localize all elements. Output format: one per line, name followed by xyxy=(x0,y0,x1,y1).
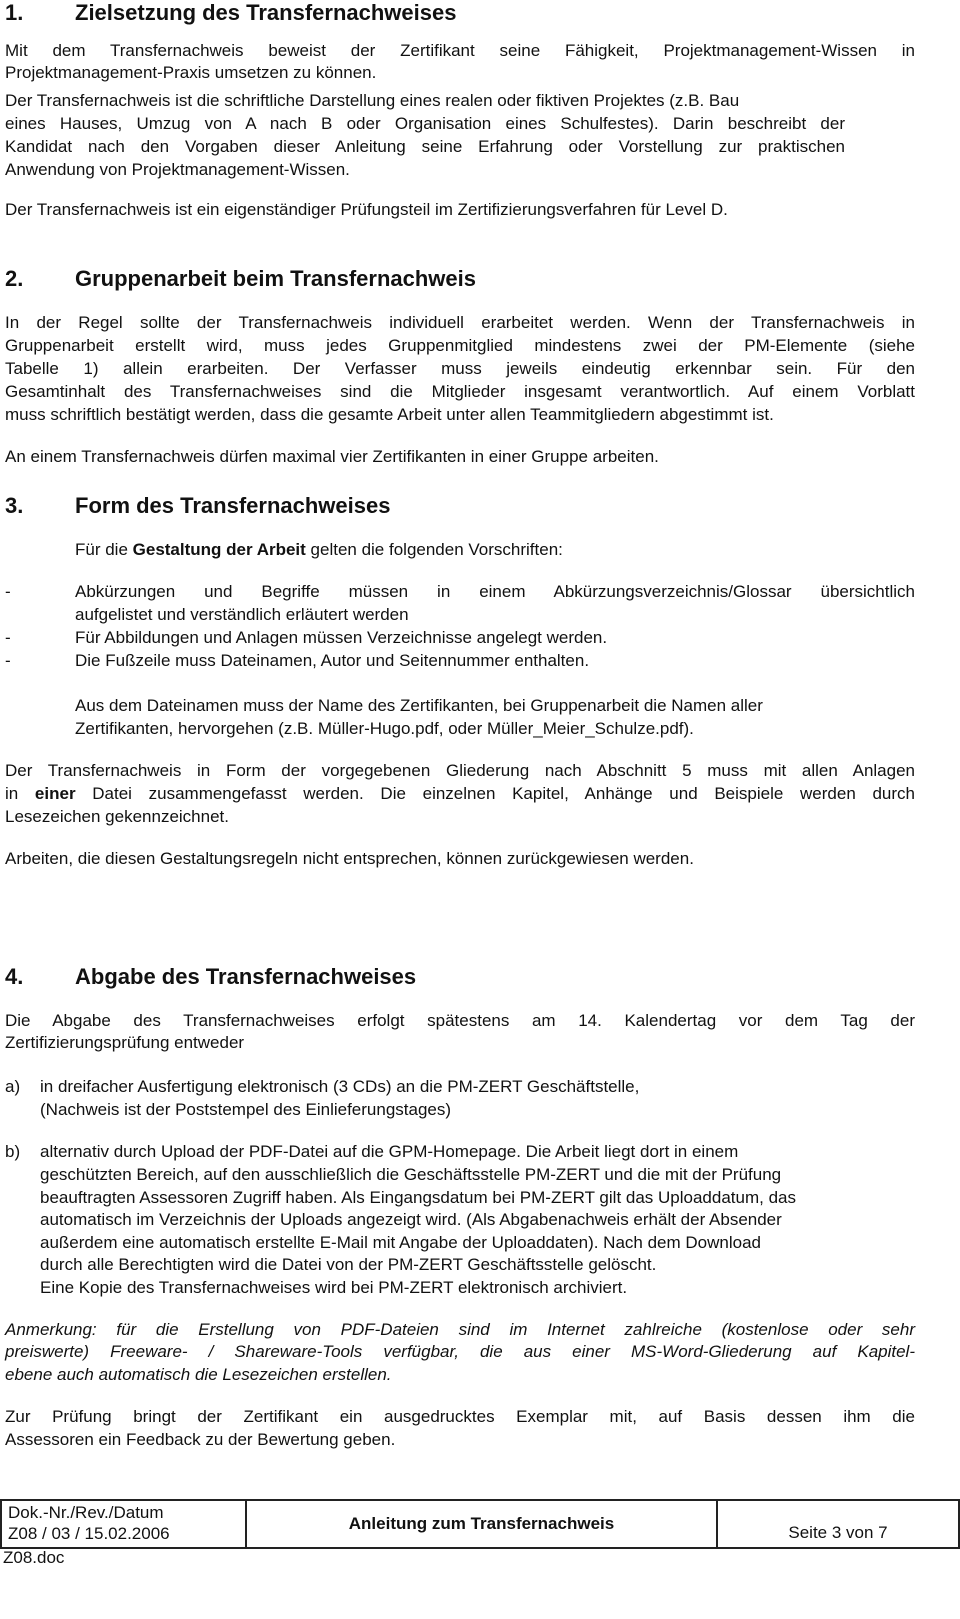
heading-section-1 xyxy=(5,0,456,26)
text-line xyxy=(5,783,915,805)
bold-text: einer xyxy=(34,784,76,803)
text-line: Projektmanagement-Praxis umsetzen zu können. xyxy=(5,63,377,82)
list-item: alternativ durch Upload der PDF-Datei auf die GPM-Homepage. Die Arbeit liegt dort in einem xyxy=(40,1142,739,1161)
list-item: aufgelistet und verständlich erläutert werden xyxy=(75,605,409,624)
heading-number: 3. xyxy=(5,493,24,518)
list-item: Für Abbildungen und Anlagen müssen Verzeichnisse angelegt werden. xyxy=(75,628,608,647)
heading-section-3 xyxy=(5,493,390,519)
note-line: Anmerkung: für die Erstellung von PDF-Dateien sind im Internet zahlreiche (kostenlose oder sehr xyxy=(5,1320,915,1339)
heading-number: 4. xyxy=(5,964,24,989)
text-line: Anwendung von Projektmanagement-Wissen. xyxy=(5,160,350,179)
text-line: Tabelle 1) allein erarbeiten. Der Verfasser muss jeweils eindeutig erkennbar sein. Für den xyxy=(5,359,915,378)
footer-doc-value: Z08 / 03 / 15.02.2006 xyxy=(8,1524,170,1543)
list-item: geschützten Bereich, auf den ausschließlich die Geschäftsstelle PM-ZERT und die mit der Prüfung xyxy=(40,1165,782,1184)
text-line: Assessoren ein Feedback zu der Bewertung geben. xyxy=(5,1430,396,1449)
text-line: Zertifikanten, hervorgehen (z.B. Müller-Hugo.pdf, oder Müller_Meier_Schulze.pdf). xyxy=(75,719,694,738)
text: Für die xyxy=(75,540,133,559)
heading-number: 2. xyxy=(5,266,24,291)
text-line: Arbeiten, die diesen Gestaltungsregeln nicht entsprechen, können zurückgewiesen werden. xyxy=(5,849,694,868)
list-bullet: - xyxy=(5,651,11,670)
list-bullet: - xyxy=(5,628,11,647)
footer-filename: Z08.doc xyxy=(3,1548,65,1567)
list-item: Die Fußzeile muss Dateinamen, Autor und Seitennummer enthalten. xyxy=(75,651,590,670)
footer-doc-info xyxy=(2,1501,247,1547)
footer-doc-label: Dok.-Nr./Rev./Datum xyxy=(8,1503,164,1522)
heading-title: Zielsetzung des Transfernachweises xyxy=(75,0,457,25)
text-line: Gruppenarbeit erstellt wird, muss jedes Gruppenmitglied mindestens zwei der PM-Elemente (siehe xyxy=(5,336,915,355)
footer-page-number: Seite 3 von 7 xyxy=(788,1523,888,1542)
heading-title: Abgabe des Transfernachweises xyxy=(75,964,417,989)
text: gelten die folgenden Vorschriften: xyxy=(305,540,563,559)
text-line: Kandidat nach den Vorgaben dieser Anleitung seine Erfahrung oder Vorstellung zur praktischen xyxy=(5,137,845,156)
bold-text: Gestaltung der Arbeit xyxy=(132,540,306,559)
heading-title: Gruppenarbeit beim Transfernachweis xyxy=(75,266,477,291)
text: in xyxy=(5,784,35,803)
list-item: (Nachweis ist der Poststempel des Einlieferungstages) xyxy=(40,1100,452,1119)
text-line: Die Abgabe des Transfernachweises erfolgt spätestens am 14. Kalendertag vor dem Tag der xyxy=(5,1011,915,1030)
text-line: An einem Transfernachweis dürfen maximal vier Zertifikanten in einer Gruppe arbeiten. xyxy=(5,447,659,466)
text: Datei zusammengefasst werden. Die einzelnen Kapitel, Anhänge und Beispiele werden durch xyxy=(75,784,915,803)
list-label: a) xyxy=(5,1077,21,1096)
text-line: Gesamtinhalt des Transfernachweises sind die Mitglieder insgesamt verantwortlich. Auf einem Vorblatt xyxy=(5,382,915,401)
text-line: Der Transfernachweis in Form der vorgegebenen Gliederung nach Abschnitt 5 muss mit allen Anlagen xyxy=(5,761,915,780)
note-line: ebene auch automatisch die Lesezeichen erstellen. xyxy=(5,1365,392,1384)
text-line: Zur Prüfung bringt der Zertifikant ein ausgedrucktes Exemplar mit, auf Basis dessen ihm die xyxy=(5,1407,915,1426)
heading-title: Form des Transfernachweises xyxy=(75,493,391,518)
list-item: automatisch im Verzeichnis der Uploads angezeigt wird. (Als Abgabenachweis erhält der Absender xyxy=(40,1210,782,1229)
text-line: Mit dem Transfernachweis beweist der Zertifikant seine Fähigkeit, Projektmanagement-Wissen in xyxy=(5,41,915,60)
heading-section-4 xyxy=(5,964,416,990)
text-line xyxy=(75,539,915,561)
list-item: Abkürzungen und Begriffe müssen in einem Abkürzungsverzeichnis/Glossar übersichtlich xyxy=(75,582,915,601)
list-item: durch alle Berechtigten wird die Datei von der PM-ZERT Geschäftsstelle gelöscht. xyxy=(40,1255,657,1274)
text-line: Zertifizierungsprüfung entweder xyxy=(5,1033,245,1052)
footer-title: Anleitung zum Transfernachweis xyxy=(247,1501,718,1547)
page-footer-table xyxy=(0,1499,960,1549)
note-line: preiswerte) Freeware- / Shareware-Tools verfügbar, die aus einer MS-Word-Gliederung auf Kapitel- xyxy=(5,1342,915,1361)
list-bullet: - xyxy=(5,582,11,601)
text-line: Der Transfernachweis ist ein eigenständiger Prüfungsteil im Zertifizierungsverfahren für Level D. xyxy=(5,200,728,219)
text-line: eines Hauses, Umzug von A nach B oder Organisation eines Schulfestes). Darin beschreibt der xyxy=(5,114,845,133)
text-line: muss schriftlich bestätigt werden, dass die gesamte Arbeit unter allen Teammitgliedern abgestimmt ist. xyxy=(5,405,774,424)
list-label: b) xyxy=(5,1142,21,1161)
list-item: außerdem eine automatisch erstellte E-Mail mit Angabe der Uploaddaten). Nach dem Download xyxy=(40,1233,761,1252)
heading-number: 1. xyxy=(5,0,24,25)
list-item: Eine Kopie des Transfernachweises wird bei PM-ZERT elektronisch archiviert. xyxy=(40,1278,628,1297)
text-line: In der Regel sollte der Transfernachweis individuell erarbeitet werden. Wenn der Transfernachweis in xyxy=(5,313,915,332)
text-line: Lesezeichen gekennzeichnet. xyxy=(5,807,229,826)
heading-section-2 xyxy=(5,266,476,292)
list-item: in dreifacher Ausfertigung elektronisch (3 CDs) an die PM-ZERT Geschäftstelle, xyxy=(40,1077,640,1096)
text-line: Aus dem Dateinamen muss der Name des Zertifikanten, bei Gruppenarbeit die Namen aller xyxy=(75,696,763,715)
text-line: Der Transfernachweis ist die schriftliche Darstellung eines realen oder fiktiven Projektes (z.B. Bau xyxy=(5,91,740,110)
list-item: beauftragten Assessoren Zugriff haben. Als Eingangsdatum bei PM-ZERT gilt das Uploaddatum, das xyxy=(40,1188,796,1207)
